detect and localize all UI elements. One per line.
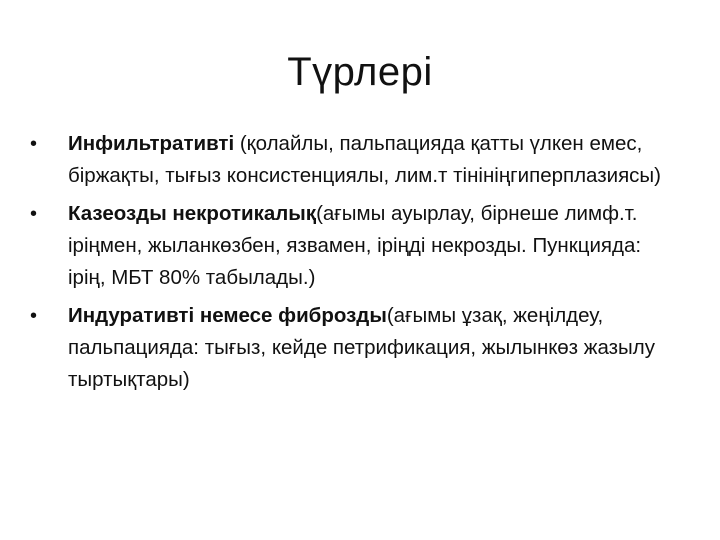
bullet-term: Казеозды некротикалық: [68, 202, 317, 225]
bullet-item-infiltrative: [30, 128, 680, 192]
bullet-description: (ағымы ұзақ, жеңілдеу, пальпацияда: тығыз, кейде петрификация, жылынкөз жазылу тыртықтары): [68, 304, 655, 391]
bullet-description: (ағымы ауырлау, бірнеше лимф.т. іріңмен, жыланкөзбен, язвамен, іріңді некрозды. Пункцияда: ірің, МБТ 80% табылады.): [68, 202, 642, 289]
bullet-list: [30, 128, 680, 402]
bullet-item-caseous-necrotic: [30, 198, 680, 294]
bullet-term: Инфильтративті: [68, 132, 235, 155]
bullet-item-indurative-fibrous: [30, 300, 680, 396]
bullet-dot-icon: •: [30, 133, 38, 155]
slide-title: Түрлері: [287, 50, 433, 94]
bullet-term: Индуративті немесе фиброзды: [68, 304, 387, 327]
bullet-dot-icon: •: [30, 305, 38, 327]
bullet-description: (қолайлы, пальпацияда қатты үлкен емес, біржақты, тығыз консистенциялы, лим.т тінініңгиперплазиясы): [68, 132, 661, 187]
bullet-dot-icon: •: [30, 203, 38, 225]
